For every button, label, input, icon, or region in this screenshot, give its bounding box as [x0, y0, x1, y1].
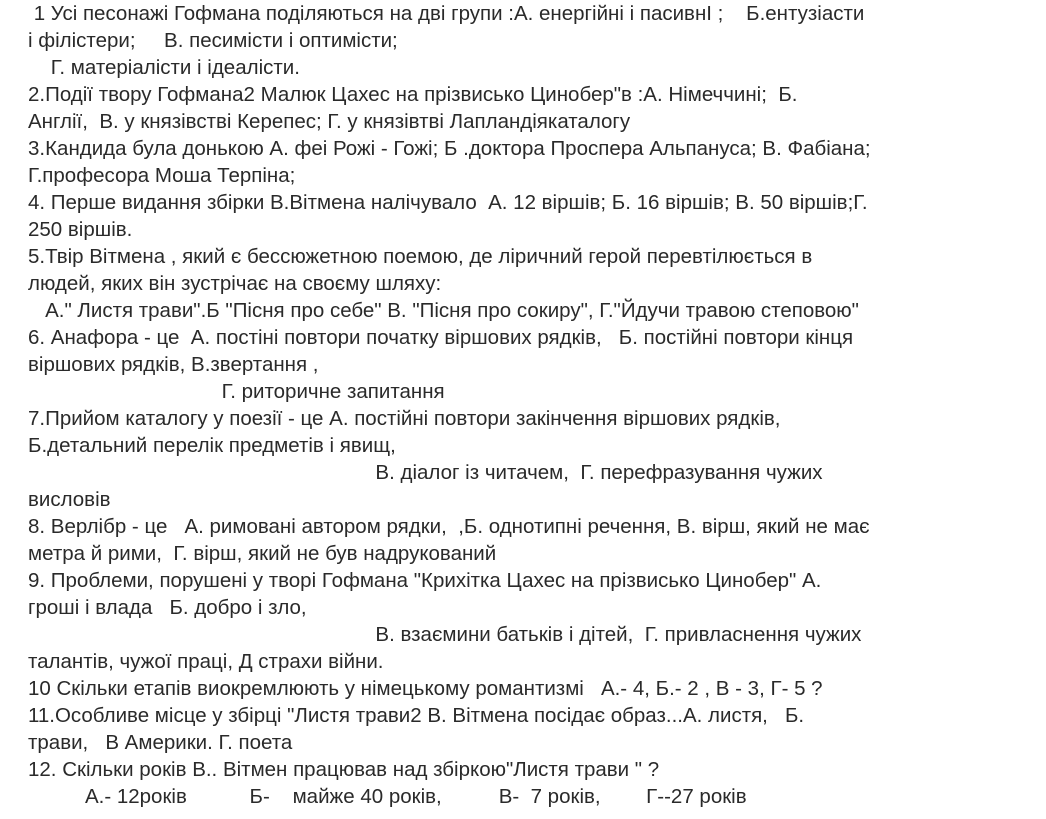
text-line-24: В. взаємини батьків і дітей, Г. привласнення чужих	[28, 623, 862, 646]
text-line-5: Англії, В. у князівстві Керепес; Г. у князівтві Лапландіякаталогу	[28, 110, 631, 133]
text-line-29: 12. Скільки років В.. Вітмен працював над збіркою"Листя трави " ?	[28, 758, 660, 781]
text-line-17: Б.детальний перелік предметів і явищ,	[28, 434, 396, 457]
text-line-18: В. діалог із читачем, Г. перефразування чужих	[28, 461, 823, 484]
text-line-28: трави, В Америки. Г. поета	[28, 731, 293, 754]
text-line-25: талантів, чужої праці, Д страхи війни.	[28, 650, 384, 673]
text-line-20: 8. Верлібр - це А. римовані автором рядки, ,Б. однотипні речення, В. вірш, який не має	[28, 515, 870, 538]
text-line-1: 1 Усі песонажі Гофмана поділяються на дві групи :А. енергійні і пасивнI ; Б.ентузіасти	[28, 2, 865, 25]
text-line-4: 2.Події твору Гофмана2 Малюк Цахес на прізвисько Цинобер"в :А. Німеччині; Б.	[28, 83, 798, 106]
text-line-11: людей, яких він зустрічає на своєму шляху:	[28, 272, 442, 295]
text-line-6: 3.Кандида була донькою А. феі Рожі - Гожі; Б .доктора Проспера Альпануса; В. Фабіана;	[28, 137, 871, 160]
text-line-22: 9. Проблеми, порушені у творі Гофмана "Крихітка Цахес на прізвисько Цинобер" А.	[28, 569, 822, 592]
text-line-23: гроші і влада Б. добро і зло,	[28, 596, 307, 619]
text-line-16: 7.Прийом каталогу у поезії - це А. постійні повтори закінчення віршових рядків,	[28, 407, 781, 430]
text-line-10: 5.Твір Вітмена , який є бессюжетною поемою, де ліричний герой перевтілюється в	[28, 245, 813, 268]
text-line-27: 11.Особливе місце у збірці "Листя трави2 В. Вітмена посідає образ...А. листя, Б.	[28, 704, 805, 727]
text-line-26: 10 Скільки етапів виокремлюють у німецькому романтизмі А.- 4, Б.- 2 , В - 3, Г- 5 ?	[28, 677, 823, 700]
text-line-19: висловів	[28, 488, 111, 511]
text-line-21: метра й рими, Г. вірш, який не був надрукований	[28, 542, 497, 565]
text-line-3: Г. матеріалісти і ідеалісти.	[28, 56, 300, 79]
text-line-8: 4. Перше видання збірки В.Вітмена налічувало А. 12 віршів; Б. 16 віршів; В. 50 віршів;Г.	[28, 191, 868, 214]
text-line-14: віршових рядків, В.звертання ,	[28, 353, 319, 376]
text-line-7: Г.професора Моша Терпіна;	[28, 164, 296, 187]
text-line-2: і філістери; В. песимісти і оптимісти;	[28, 29, 398, 52]
text-line-9: 250 віршів.	[28, 218, 133, 241]
text-line-15: Г. риторичне запитання	[28, 380, 445, 403]
text-line-12: А." Листя трави".Б "Пісня про себе" В. "Пісня про сокиру", Г."Йдучи травою степовою"	[28, 299, 859, 322]
text-line-13: 6. Анафора - це А. постіні повтори початку віршових рядків, Б. постійні повтори кінця	[28, 326, 854, 349]
text-line-30: А.- 12років Б- майже 40 років, В- 7 років, Г--27 років	[28, 785, 747, 808]
